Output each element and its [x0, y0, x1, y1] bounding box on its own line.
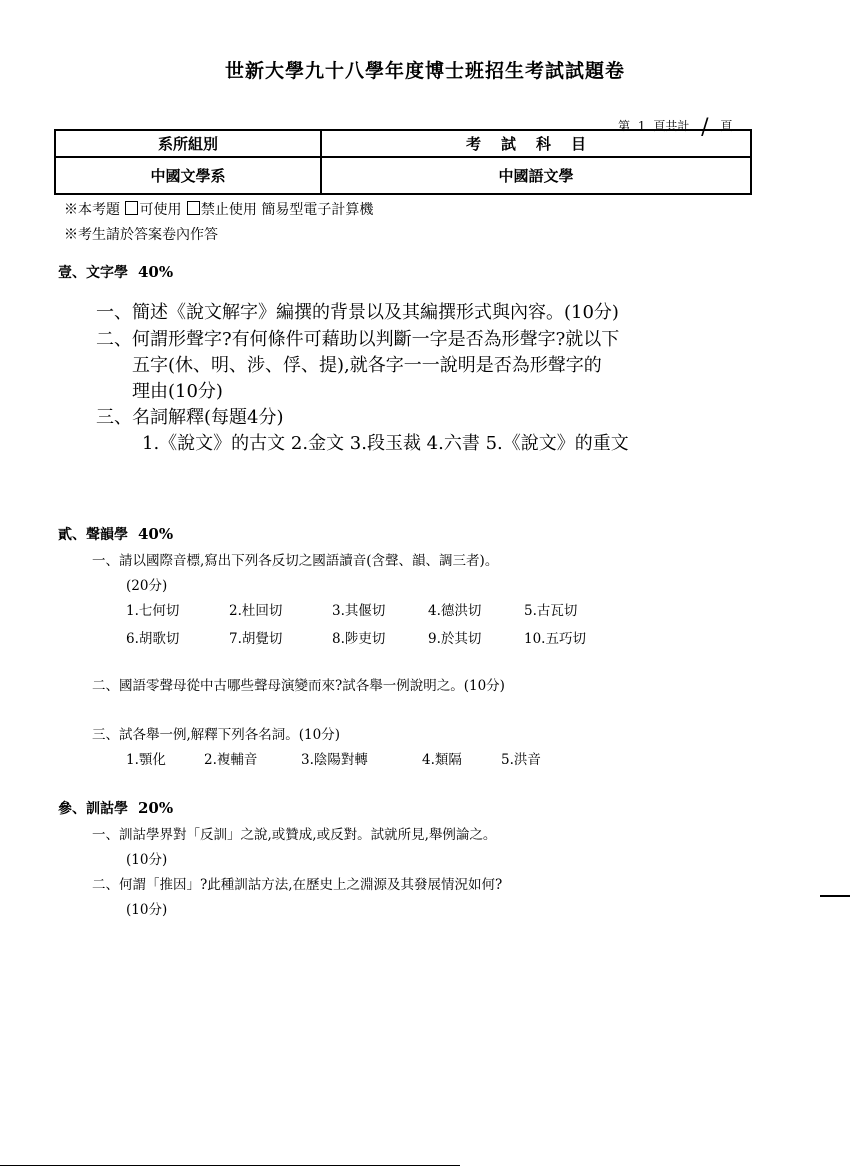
fanqie-item: 8.陟吏切: [332, 631, 386, 647]
subject-value: 中國語文學: [321, 157, 751, 194]
department-value: 中國文學系: [55, 157, 321, 194]
page-indicator: 第 1 頁共計 / 頁: [618, 115, 733, 140]
s3-question-2-points: (10分): [126, 902, 168, 918]
s1-question-2-end: 理由(10分): [132, 381, 223, 402]
fanqie-item: 5.古瓦切: [524, 603, 578, 619]
allow-checkbox: [125, 201, 138, 215]
s1-question-3: 三、名詞解釋(每題4分): [96, 407, 284, 428]
fanqie-item: 3.其偃切: [332, 603, 386, 619]
s3-question-2: 二、何謂「推因」?此種訓詁方法,在歷史上之淵源及其發展情況如何?: [92, 877, 503, 893]
s3-question-1-points: (10分): [126, 852, 168, 868]
section-2-heading: 貳、聲韻學 40%: [58, 525, 174, 543]
exam-info-table: [54, 129, 752, 195]
fanqie-item: 2.杜回切: [229, 603, 283, 619]
fanqie-list: [126, 599, 620, 647]
fanqie-item: 9.於其切: [428, 631, 482, 647]
exam-title: 世新大學九十八學年度博士班招生考試試題卷: [224, 60, 625, 82]
terms-list: [126, 748, 541, 768]
fanqie-item: 6.胡歌切: [126, 631, 180, 647]
s1-question-3-terms: 1.《說文》的古文 2.金文 3.段玉裁 4.六書 5.《說文》的重文: [142, 433, 629, 454]
s2-question-3: 三、試各舉一例,解釋下列各名詞。(10分): [92, 727, 341, 743]
section-1-heading: 壹、文字學 40%: [58, 263, 174, 281]
fanqie-item: 7.胡覺切: [229, 631, 283, 647]
term-item: 4.類隔: [422, 752, 462, 768]
page-total: /: [701, 115, 709, 140]
page-number: 1: [637, 119, 646, 133]
s1-question-2: 二、何謂形聲字?有何條件可藉助以判斷一字是否為形聲字?就以下: [96, 329, 620, 350]
term-item: 2.複輔音: [204, 752, 258, 768]
forbid-checkbox-checked: [187, 201, 200, 215]
calculator-note: ※本考題 可使用 禁止使用 簡易型電子計算機: [64, 202, 374, 218]
s1-question-2-cont: 五字(休、明、涉、俘、提),就各字一一說明是否為形聲字的: [132, 355, 602, 376]
edge-mark: [820, 895, 850, 897]
subject-header: 考試科目: [321, 130, 751, 157]
s3-question-1: 一、訓詁學界對「反訓」之說,或贊成,或反對。試就所見,舉例論之。: [92, 827, 497, 843]
fanqie-item: 10.五巧切: [524, 631, 586, 647]
s2-question-1-points: (20分): [126, 578, 168, 594]
bottom-line: [0, 1165, 460, 1166]
term-item: 1.顎化: [126, 752, 166, 768]
s2-question-2: 二、國語零聲母從中古哪些聲母演變而來?試各舉一例說明之。(10分): [92, 678, 505, 694]
term-item: 3.陰陽對轉: [301, 752, 368, 768]
s2-question-1: 一、請以國際音標,寫出下列各反切之國語讀音(含聲、韻、調三者)。: [92, 553, 499, 569]
section-3-heading: 參、訓詁學 20%: [58, 799, 174, 817]
fanqie-item: 1.七何切: [126, 603, 180, 619]
answer-sheet-note: ※考生請於答案卷內作答: [64, 227, 218, 243]
department-header: 系所組別: [55, 130, 321, 157]
term-item: 5.洪音: [501, 752, 541, 768]
fanqie-item: 4.德洪切: [428, 603, 482, 619]
s1-question-1: 一、簡述《說文解字》編撰的背景以及其編撰形式與內容。(10分): [96, 302, 619, 323]
